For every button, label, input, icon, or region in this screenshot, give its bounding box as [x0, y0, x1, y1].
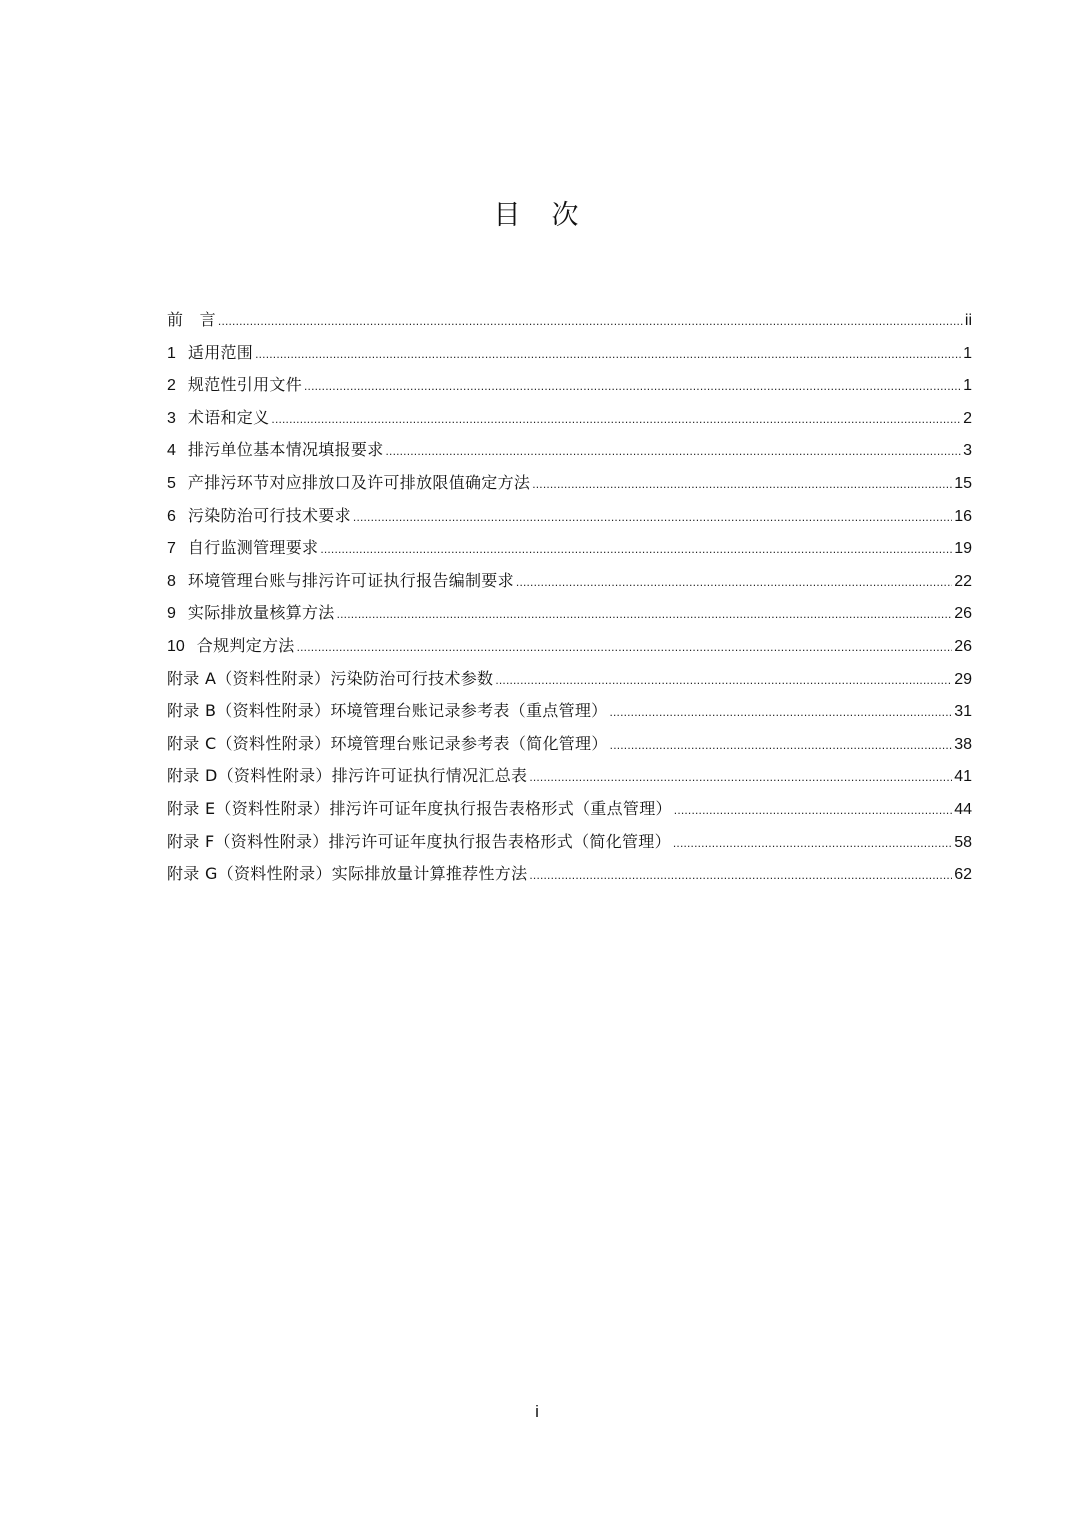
table-of-contents [167, 307, 972, 894]
toc-entry-5[interactable] [167, 470, 972, 503]
toc-entry-title: 附录 C（资料性附录）环境管理台账记录参考表（简化管理） [167, 733, 608, 753]
toc-leader-dots [297, 634, 953, 660]
toc-entry-appendix-c[interactable] [167, 731, 972, 764]
toc-leader-dots [353, 504, 952, 530]
toc-entry-page: 1 [963, 377, 972, 395]
toc-leader-dots [337, 601, 953, 627]
toc-leader-dots [529, 862, 952, 888]
toc-leader-dots [320, 536, 952, 562]
toc-entry-page: 62 [954, 866, 972, 884]
toc-entry-title: 附录 A（资料性附录）污染防治可行技术参数 [167, 668, 494, 688]
toc-entry-2[interactable] [167, 372, 972, 405]
toc-entry-8[interactable] [167, 568, 972, 601]
toc-entry-page: 26 [954, 605, 972, 623]
toc-entry-number: 8 [167, 572, 176, 590]
toc-leader-dots [255, 341, 961, 367]
toc-entry-title: 产排污环节对应排放口及许可排放限值确定方法 [187, 472, 531, 492]
toc-entry-page: 19 [954, 540, 972, 558]
toc-leader-dots [495, 667, 952, 693]
toc-entry-page: ii [964, 312, 972, 329]
toc-entry-page: 22 [954, 572, 972, 590]
page-title: 目 次 [493, 200, 581, 231]
toc-entry-page: 3 [963, 442, 972, 460]
toc-leader-dots [271, 406, 961, 432]
toc-leader-dots [610, 732, 953, 758]
toc-entry-title: 适用范围 [187, 342, 254, 362]
toc-entry-3[interactable] [167, 405, 972, 438]
toc-leader-dots [532, 471, 952, 497]
toc-entry-number: 3 [167, 409, 176, 427]
toc-entry-page: 15 [954, 474, 972, 492]
toc-entry-9[interactable] [167, 600, 972, 633]
toc-entry-page: 1 [963, 344, 972, 362]
toc-entry-title: 术语和定义 [187, 407, 270, 427]
toc-entry-appendix-f[interactable] [167, 829, 972, 862]
toc-entry-number: 6 [167, 507, 176, 525]
toc-entry-title: 污染防治可行技术要求 [187, 505, 351, 525]
toc-leader-dots [218, 308, 963, 334]
toc-entry-title: 实际排放量核算方法 [187, 603, 335, 623]
toc-leader-dots [516, 569, 952, 595]
toc-entry-title: 前 言 [167, 310, 216, 329]
toc-entry-title: 附录 G（资料性附录）实际排放量计算推荐性方法 [167, 864, 528, 884]
toc-entry-6[interactable] [167, 503, 972, 536]
toc-entry-title: 环境管理台账与排污许可证执行报告编制要求 [187, 570, 514, 590]
toc-entry-title: 规范性引用文件 [187, 375, 303, 395]
toc-entry-page: 31 [954, 703, 972, 721]
toc-entry-appendix-b[interactable] [167, 698, 972, 731]
toc-entry-title: 附录 F（资料性附录）排污许可证年度执行报告表格形式（简化管理） [167, 831, 671, 851]
toc-leader-dots [386, 438, 962, 464]
toc-entry-preface[interactable] [167, 307, 972, 340]
toc-entry-4[interactable] [167, 437, 972, 470]
toc-entry-page: 58 [954, 833, 972, 851]
toc-entry-1[interactable] [167, 340, 972, 373]
toc-entry-title: 附录 B（资料性附录）环境管理台账记录参考表（重点管理） [167, 701, 608, 721]
toc-entry-appendix-g[interactable] [167, 861, 972, 894]
toc-leader-dots [609, 699, 952, 725]
toc-entry-appendix-a[interactable] [167, 666, 972, 699]
toc-leader-dots [673, 830, 952, 856]
toc-entry-page: 2 [963, 409, 972, 427]
toc-entry-page: 41 [954, 768, 972, 786]
toc-entry-page: 26 [954, 637, 972, 655]
toc-leader-dots [674, 797, 952, 823]
toc-entry-number: 10 [167, 637, 185, 655]
toc-entry-7[interactable] [167, 535, 972, 568]
toc-entry-number: 9 [167, 605, 176, 623]
toc-entry-title: 附录 D（资料性附录）排污许可证执行情况汇总表 [167, 766, 528, 786]
toc-entry-title: 自行监测管理要求 [187, 538, 319, 558]
toc-entry-appendix-d[interactable] [167, 763, 972, 796]
toc-entry-number: 1 [167, 344, 176, 362]
toc-leader-dots [304, 373, 961, 399]
toc-entry-10[interactable] [167, 633, 972, 666]
toc-entry-number: 7 [167, 540, 176, 558]
toc-entry-number: 2 [167, 377, 176, 395]
toc-entry-appendix-e[interactable] [167, 796, 972, 829]
toc-entry-page: 29 [954, 670, 972, 688]
toc-entry-number: 5 [167, 474, 176, 492]
toc-entry-title: 合规判定方法 [196, 635, 295, 655]
toc-entry-page: 16 [954, 507, 972, 525]
toc-entry-page: 44 [954, 800, 972, 818]
toc-entry-number: 4 [167, 442, 176, 460]
page-number: i [535, 1402, 539, 1421]
toc-entry-title: 排污单位基本情况填报要求 [187, 440, 384, 460]
toc-entry-title: 附录 E（资料性附录）排污许可证年度执行报告表格形式（重点管理） [167, 798, 672, 818]
toc-leader-dots [529, 764, 952, 790]
toc-entry-page: 38 [954, 735, 972, 753]
